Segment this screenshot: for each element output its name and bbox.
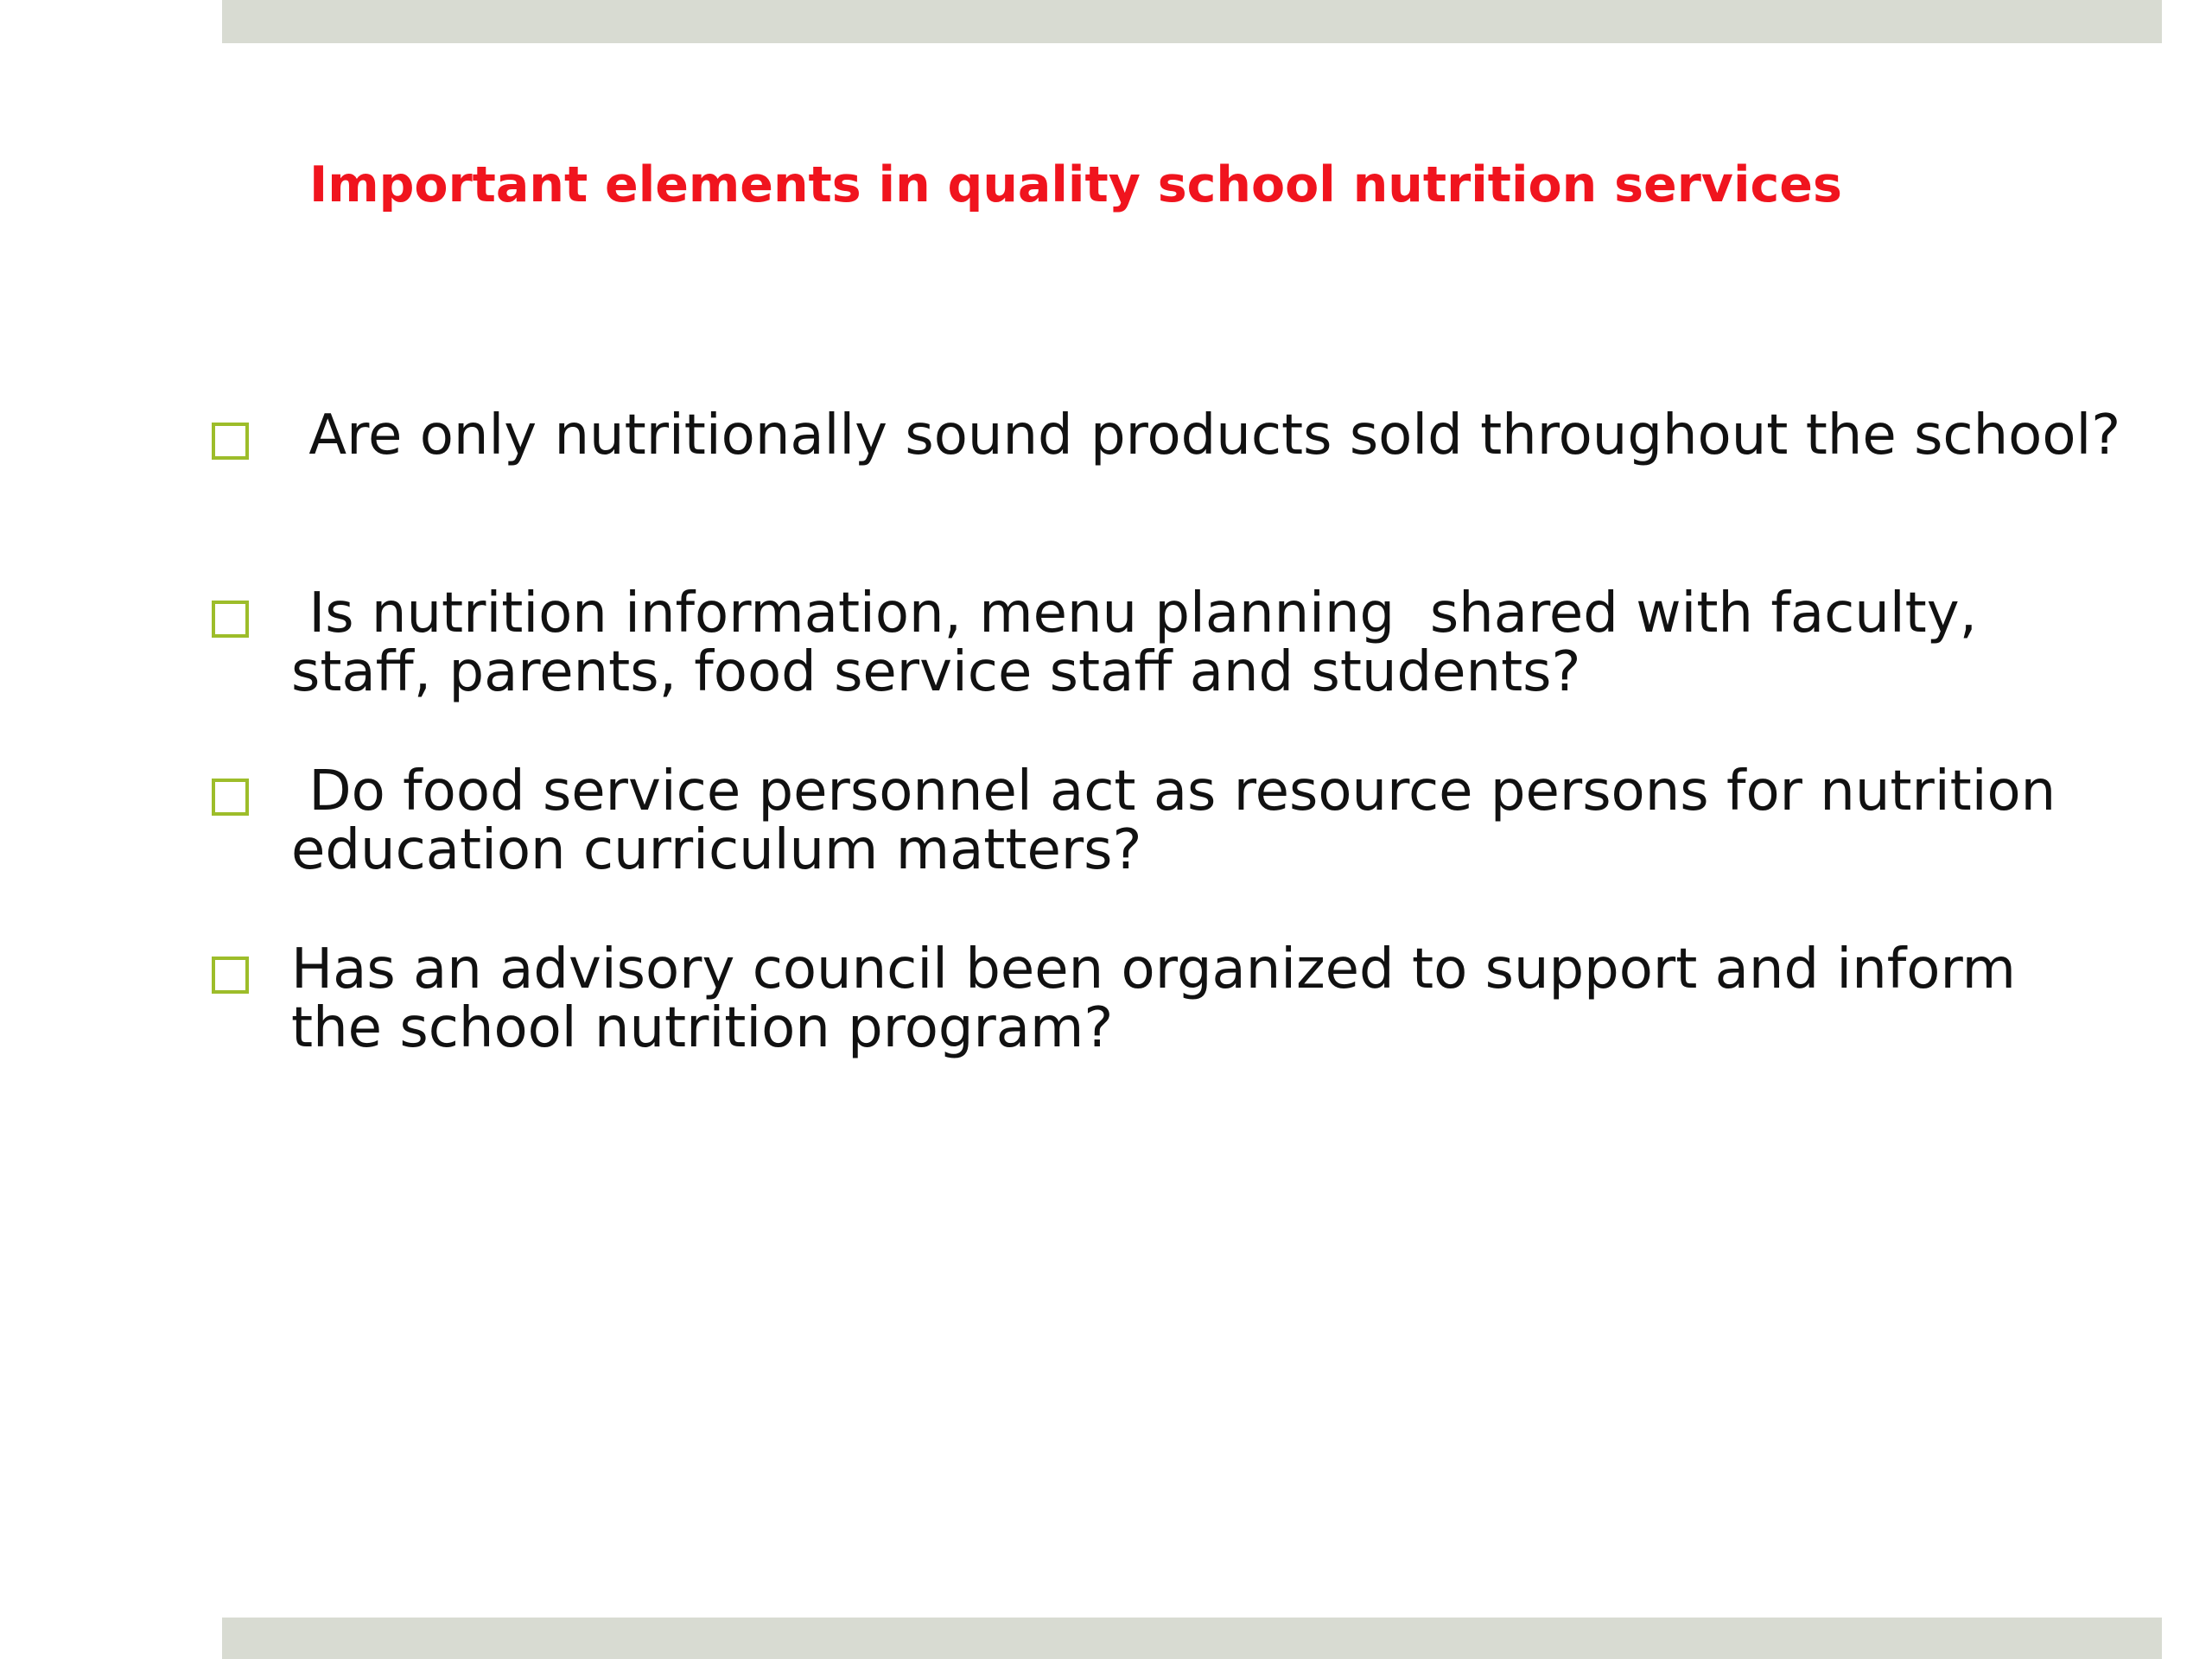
bullet-text: Do food service personnel act as resource persons for nutrition education curriculum matters? xyxy=(291,760,2074,882)
bullet-text: Are only nutritionally sound products sold throughout the school? xyxy=(291,404,2121,467)
bullet-text: Is nutrition information, menu planning shared with faculty, staff, parents, food service staff and students? xyxy=(291,582,1995,704)
slide-title: Important elements in quality school nutrition services xyxy=(309,156,1842,213)
hollow-square-icon xyxy=(212,601,249,638)
hollow-square-icon xyxy=(212,957,249,994)
hollow-square-icon xyxy=(212,423,249,460)
bullet-item xyxy=(212,584,2113,729)
bullet-text: Has an advisory council been organized to support and inform the school nutrition program? xyxy=(291,938,2034,1060)
bullet-item xyxy=(212,940,2113,1085)
bullet-item xyxy=(212,404,2121,551)
bullet-list xyxy=(212,404,2121,1118)
bullet-item xyxy=(212,762,2113,907)
bottom-decorative-band xyxy=(222,1618,2162,1659)
top-decorative-band xyxy=(222,0,2162,43)
hollow-square-icon xyxy=(212,779,249,816)
